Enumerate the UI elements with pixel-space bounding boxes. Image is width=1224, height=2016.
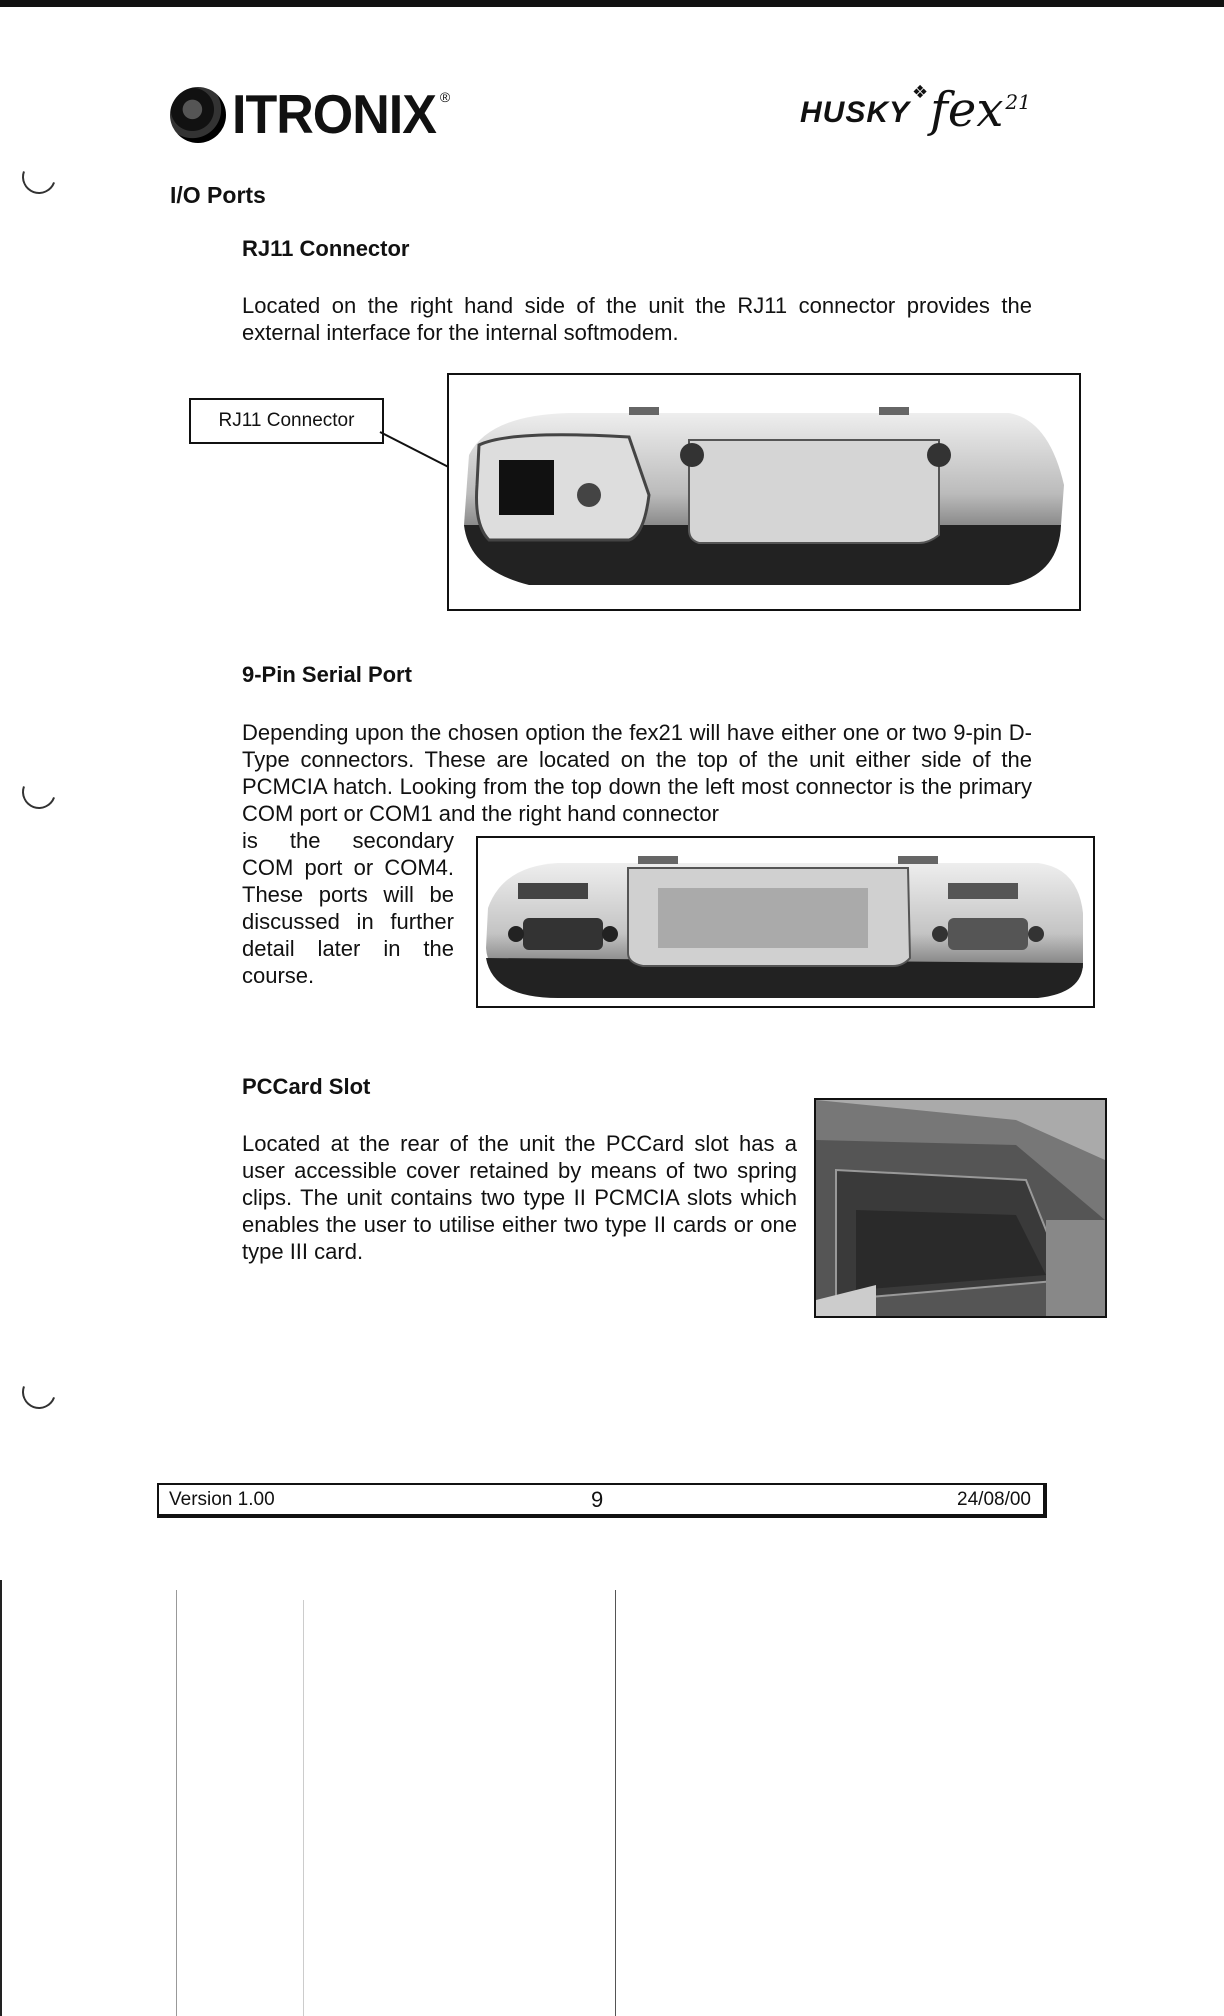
scan-artifact-line <box>615 1590 616 2016</box>
rj11-heading: RJ11 Connector <box>242 236 410 261</box>
pccard-slot-photo <box>814 1098 1107 1318</box>
pccard-paragraph: Located at the rear of the unit the PCCard slot has a user accessible cover retained by means of two spring clips. The unit contains two type II PCMCIA slots which enables the user to utilise either two type II cards or one type III card. <box>242 1131 797 1264</box>
footer-page-number: 9 <box>591 1486 604 1512</box>
pccard-heading: PCCard Slot <box>242 1074 371 1099</box>
rj11-callout-text: RJ11 Connector <box>218 410 355 431</box>
rj11-paragraph: Located on the right hand side of the unit the RJ11 connector provides the external interface for the internal softmodem. <box>242 293 1032 345</box>
fex-logo-text: fex <box>930 82 1004 138</box>
serial-paragraph-side: is the secondary COM port or COM4. These ports will be discussed in further detail later in the course. <box>242 828 454 988</box>
paw-print-icon: ❖ <box>912 82 929 102</box>
serial-paragraph-top: Depending upon the chosen option the fex21 will have either one or two 9-pin D-Type connectors. These are located on the top of the unit either side of the PCMCIA hatch. Looking from the top down the left most connector is the primary COM port or COM1 and the right hand connector <box>242 720 1032 826</box>
rj11-device-photo <box>447 373 1081 611</box>
scan-artifact-line <box>176 1590 177 2016</box>
footer-version: Version 1.00 <box>169 1488 275 1510</box>
punch-hole-mark <box>16 769 61 814</box>
section-title: I/O Ports <box>170 182 266 208</box>
serial-heading: 9-Pin Serial Port <box>242 662 412 687</box>
punch-hole-mark <box>16 1369 61 1414</box>
footer-date: 24/08/00 <box>957 1488 1031 1510</box>
serial-device-photo <box>476 836 1095 1008</box>
scan-edge-line <box>0 1580 2 2016</box>
fex-logo-number: 21 <box>1005 90 1031 114</box>
registered-mark: ® <box>439 89 451 105</box>
husky-logo-text: HUSKY <box>800 96 911 129</box>
itronix-logo-text: ITRONIX <box>232 84 436 146</box>
page-footer <box>157 1483 1047 1518</box>
scan-artifact-line <box>303 1600 304 2016</box>
